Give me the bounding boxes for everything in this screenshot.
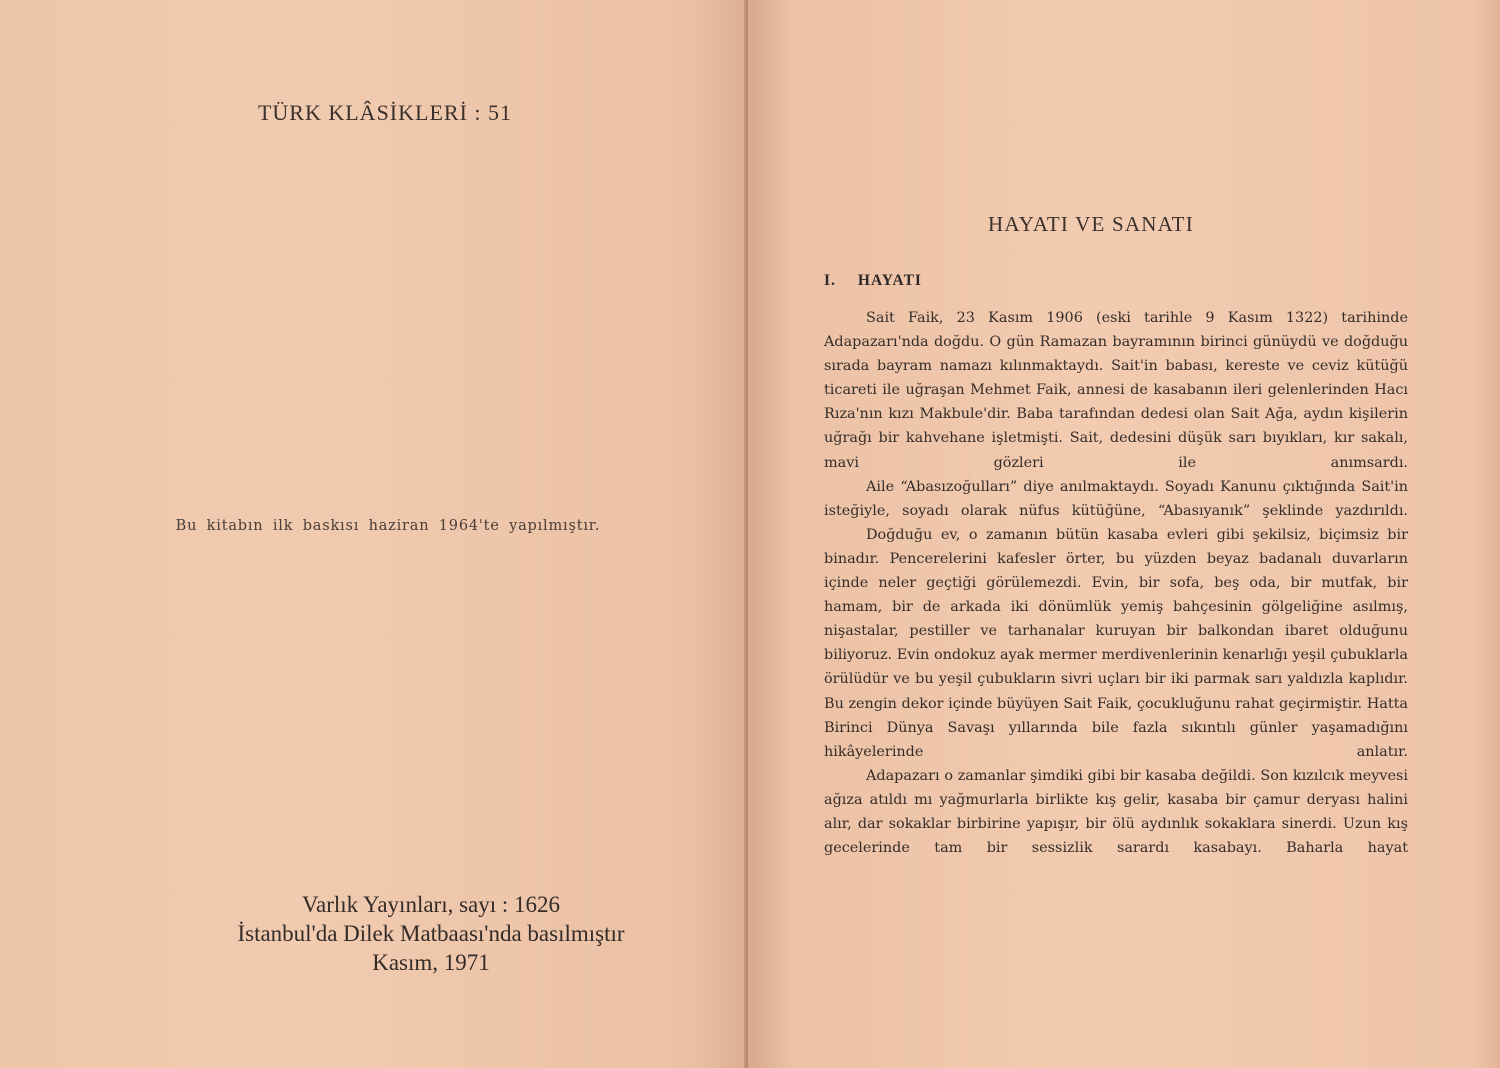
imprint-date-line: Kasım, 1971 [372,950,490,975]
imprint-publisher-line: Varlık Yayınları, sayı : 1626 [301,892,561,917]
series-title: TÜRK KLÂSİKLERİ : 51 [257,100,513,125]
section-heading [824,272,922,290]
imprint-printer-line: İstanbul'da Dilek Matbaası'nda basılmıştır [237,921,625,946]
section-title: HAYATI [857,272,922,289]
paragraph: Aile “Abasızoğulları” diye anılmaktaydı. Soyadı Kanunu çıktığında Sait'in isteğiyle, soyadı olarak nüfus kütüğüne, “Abasıyanık” şeklinde yazdırıldı. [824,478,1408,519]
chapter-title: HAYATI VE SANATI [988,212,1194,236]
edition-note: Bu kitabın ilk baskısı haziran 1964'te yapılmıştır. [175,518,601,534]
paragraph: Doğduğu ev, o zamanın bütün kasaba evleri gibi şekilsiz, biçimsiz bir binadır. Pencerelerini kafesler örter, bu yüzden beyaz badanalı duvarların içinde neler geçtiği görülemezdi. Evin, bir sofa, beş oda, bir mutfak, bir hamam, bir de arkada iki dönümlük yemiş bahçesinin gölgeliğine asılmış, nişastalar, pestiller ve tarhanalar kuruyan bir balkondan ibaret olduğunu biliyoruz. Evin ondokuz ayak mermer merdivenlerinin kenarlığı yeşil çubuklarla örülüdür ve bu yeşil çubukların sivri uçları bir iki parmak sarı yaldızla kaplıdır. Bu zengin dekor içinde büyüyen Sait Faik, çocukluğunu rahat geçirmiştir. Hatta Birinci Dünya Savaşı yıllarında bile fazla sıkıntılı günler yaşamadığını hikâyelerinde anlatır. [824,526,1408,760]
right-page [748,0,1500,1068]
paragraph: Adapazarı o zamanlar şimdiki gibi bir kasaba değildi. Son kızılcık meyvesi ağıza atıldı mı yağmurlarla birlikte kış gelir, kasaba bir çamur deryası halini alır, dar sokaklar birbirine yapışır, bir ölü aydınlık sokaklara sinerdi. Uzun kış gecelerinde tam bir sessizlik sarardı kasabayı. Baharla hayat [824,767,1408,857]
paragraph: Sait Faik, 23 Kasım 1906 (eski tarihle 9 Kasım 1322) tarihinde Adapazarı'nda doğdu. O gün Ramazan bayramının birinci günüydü ve doğduğu sırada bayram namazı kılınmaktaydı. Sait'in babası, kereste ve ceviz kütüğü ticareti ile uğraşan Mehmet Faik, annesi de kasabanın ileri gelenlerinden Hacı Rıza'nın kızı Makbule'dir. Baba tarafından dedesi olan Sait Ağa, aydın kişilerin uğrağı bir kahvehane işletmişti. Sait, dedesini düşük sarı bıyıkları, kır sakalı, mavi gözleri ile anımsardı. [824,310,1408,471]
section-number: I. [824,272,836,289]
imprint [0,890,862,977]
body-text [824,306,1408,860]
left-page [0,0,748,1068]
